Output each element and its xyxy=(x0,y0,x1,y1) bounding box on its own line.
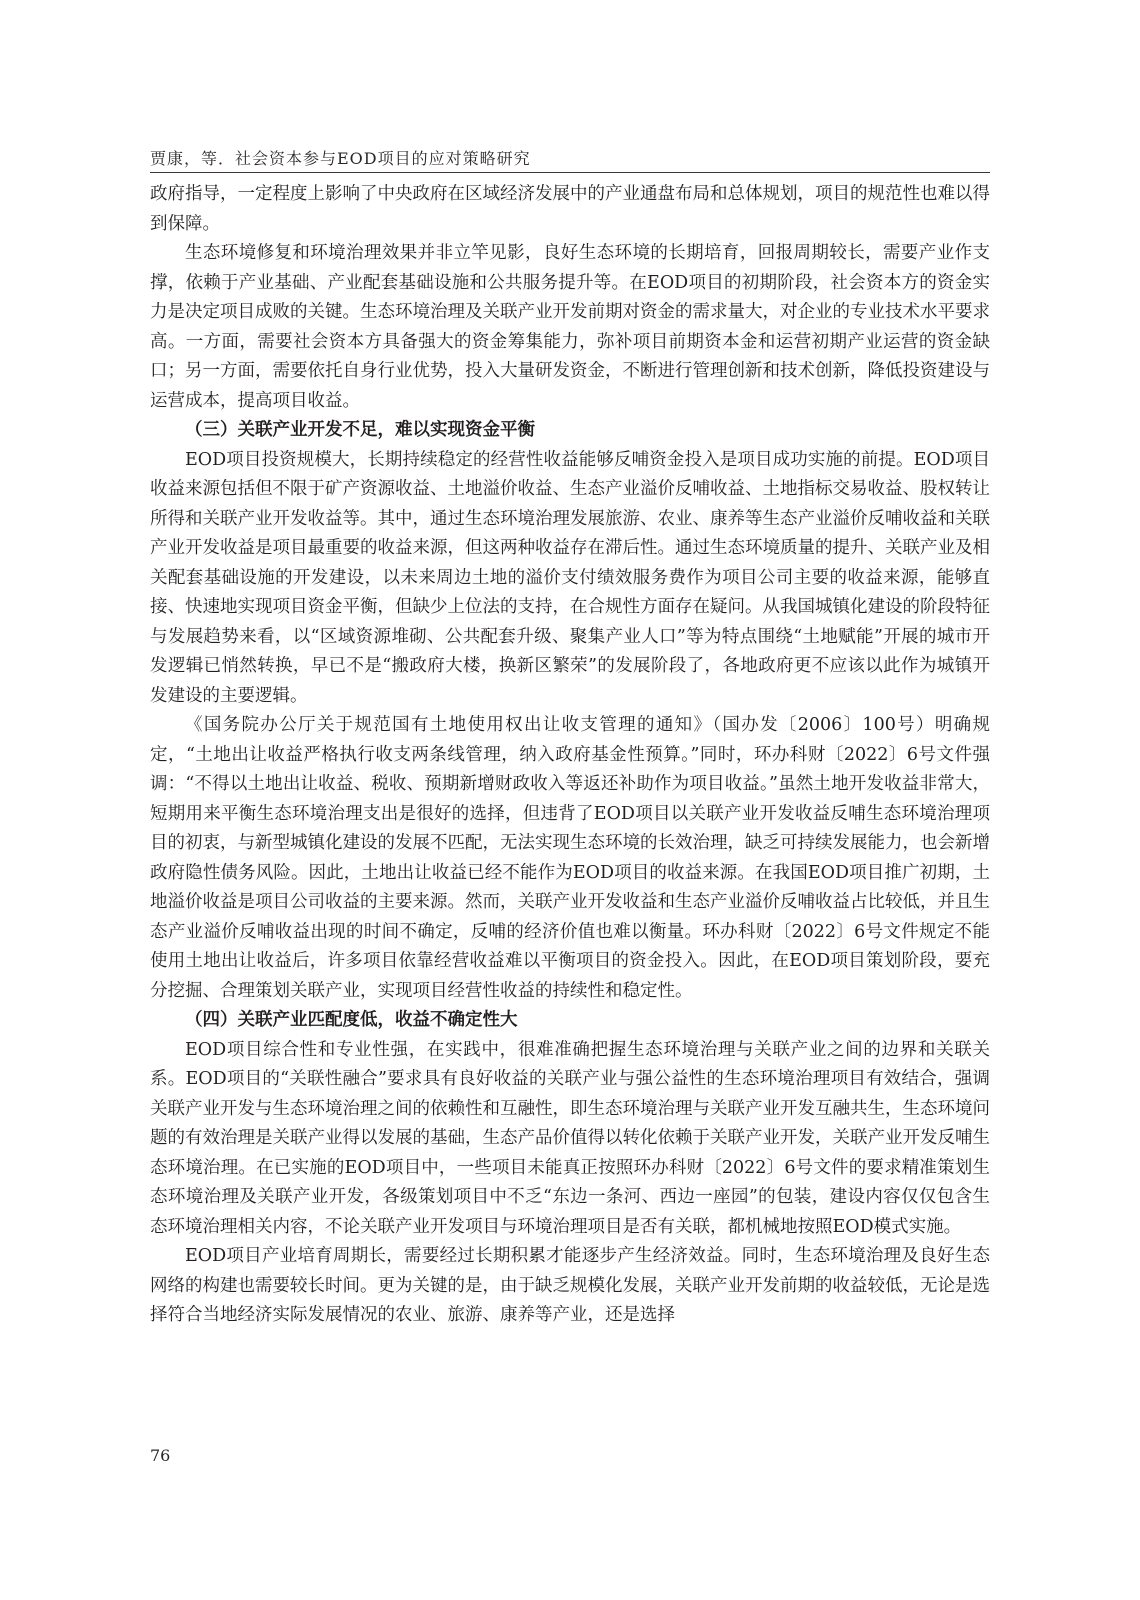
paragraph-cultivation-cycle: EOD项目产业培育周期长，需要经过长期积累才能逐步产生经济效益。同时，生态环境治理及良好生态网络的构建也需要较长时间。更为关键的是，由于缺乏规模化发展，关联产业开发前期的收益较低，无论是选择符合当地经济实际发展情况的农业、旅游、康养等产业，还是选择 xyxy=(150,1246,990,1325)
paragraph-capital-strength: 生态环境修复和环境治理效果并非立竿见影，良好生态环境的长期培育，回报周期较长，需要产业作支撑，依赖于产业基础、产业配套基础设施和公共服务提升等。在EOD项目的初期阶段，社会资本方的资金实力是决定项目成败的关键。生态环境治理及关联产业开发前期对资金的需求量大，对企业的专业技术水平要求高。一方面，需要社会资本方具备强大的资金筹集能力，弥补项目前期资本金和运营初期产业运营的资金缺口；另一方面，需要依托自身行业优势，投入大量研发资金，不断进行管理创新和技术创新，降低投资建设与运营成本，提高项目收益。 xyxy=(150,243,990,411)
header-rule xyxy=(150,172,990,173)
paragraph-revenue-sources: EOD项目投资规模大，长期持续稳定的经营性收益能够反哺资金投入是项目成功实施的前提。EOD项目收益来源包括但不限于矿产资源收益、土地溢价收益、生态产业溢价反哺收益、土地指标交易收益、股权转让所得和关联产业开发收益等。其中，通过生态环境治理发展旅游、农业、康养等生态产业溢价反哺收益和关联产业开发收益是项目最重要的收益来源，但这两种收益存在滞后性。通过生态环境质量的提升、关联产业及相关配套基础设施的开发建设，以未来周边土地的溢价支付绩效服务费作为项目公司主要的收益来源，能够直接、快速地实现项目资金平衡，但缺少上位法的支持，在合规性方面存在疑问。从我国城镇化建设的阶段特征与发展趋势来看，以“区域资源堆砌、公共配套升级、聚集产业人口”等为特点围绕“土地赋能”开展的城市开发逻辑已悄然转换，早已不是“搬政府大楼，换新区繁荣”的发展阶段了，各地政府更不应该以此作为城镇开发建设的主要逻辑。 xyxy=(150,449,990,706)
paragraph-land-policy: 《国务院办公厅关于规范国有土地使用权出让收支管理的通知》（国办发〔2006〕100号）明确规定，“土地出让收益严格执行收支两条线管理，纳入政府基金性预算。”同时，环办科财〔2022〕6号文件强调：“不得以土地出让收益、税收、预期新增财政收入等返还补助作为项目收益。”虽然土地开发收益非常大，短期用来平衡生态环境治理支出是很好的选择，但违背了EOD项目以关联产业开发收益反哺生态环境治理项目的初衷，与新型城镇化建设的发展不匹配，无法实现生态环境的长效治理，缺乏可持续发展能力，也会新增政府隐性债务风险。因此，土地出让收益已经不能作为EOD项目的收益来源。在我国EOD项目推广初期，土地溢价收益是项目公司收益的主要来源。然而，关联产业开发收益和生态产业溢价反哺收益占比较低，并且生态产业溢价反哺收益出现的时间不确定，反哺的经济价值也难以衡量。环办科财〔2022〕6号文件规定不能使用土地出让收益后，许多项目依靠经营收益难以平衡项目的资金投入。因此，在EOD项目策划阶段，要充分挖掘、合理策划关联产业，实现项目经营性收益的持续性和稳定性。 xyxy=(150,715,990,1001)
page-number: 76 xyxy=(150,1446,171,1465)
section-heading-4: （四）关联产业匹配度低，收益不确定性大 xyxy=(185,1010,518,1030)
paragraph-industry-match: EOD项目综合性和专业性强，在实践中，很难准确把握生态环境治理与关联产业之间的边界和关联关系。EOD项目的“关联性融合”要求具有良好收益的关联产业与强公益性的生态环境治理项目有效结合，强调关联产业开发与生态环境治理之间的依赖性和互融性，即生态环境治理与关联产业开发互融共生，生态环境问题的有效治理是关联产业得以发展的基础，生态产品价值得以转化依赖于关联产业开发，关联产业开发反哺生态环境治理。在已实施的EOD项目中，一些项目未能真正按照环办科财〔2022〕6号文件的要求精准策划生态环境治理及关联产业开发，各级策划项目中不乏“东边一条河、西边一座园”的包装，建设内容仅仅包含生态环境治理相关内容，不论关联产业开发项目与环境治理项目是否有关联，都机械地按照EOD模式实施。 xyxy=(150,1039,990,1237)
paragraph-continuation: 政府指导，一定程度上影响了中央政府在区域经济发展中的产业通盘布局和总体规划，项目的规范性也难以得到保障。 xyxy=(150,184,990,234)
article-body xyxy=(150,180,990,1331)
section-heading-3: （三）关联产业开发不足，难以实现资金平衡 xyxy=(185,420,535,440)
running-header: 贾康，等．社会资本参与EOD项目的应对策略研究 xyxy=(150,149,531,168)
